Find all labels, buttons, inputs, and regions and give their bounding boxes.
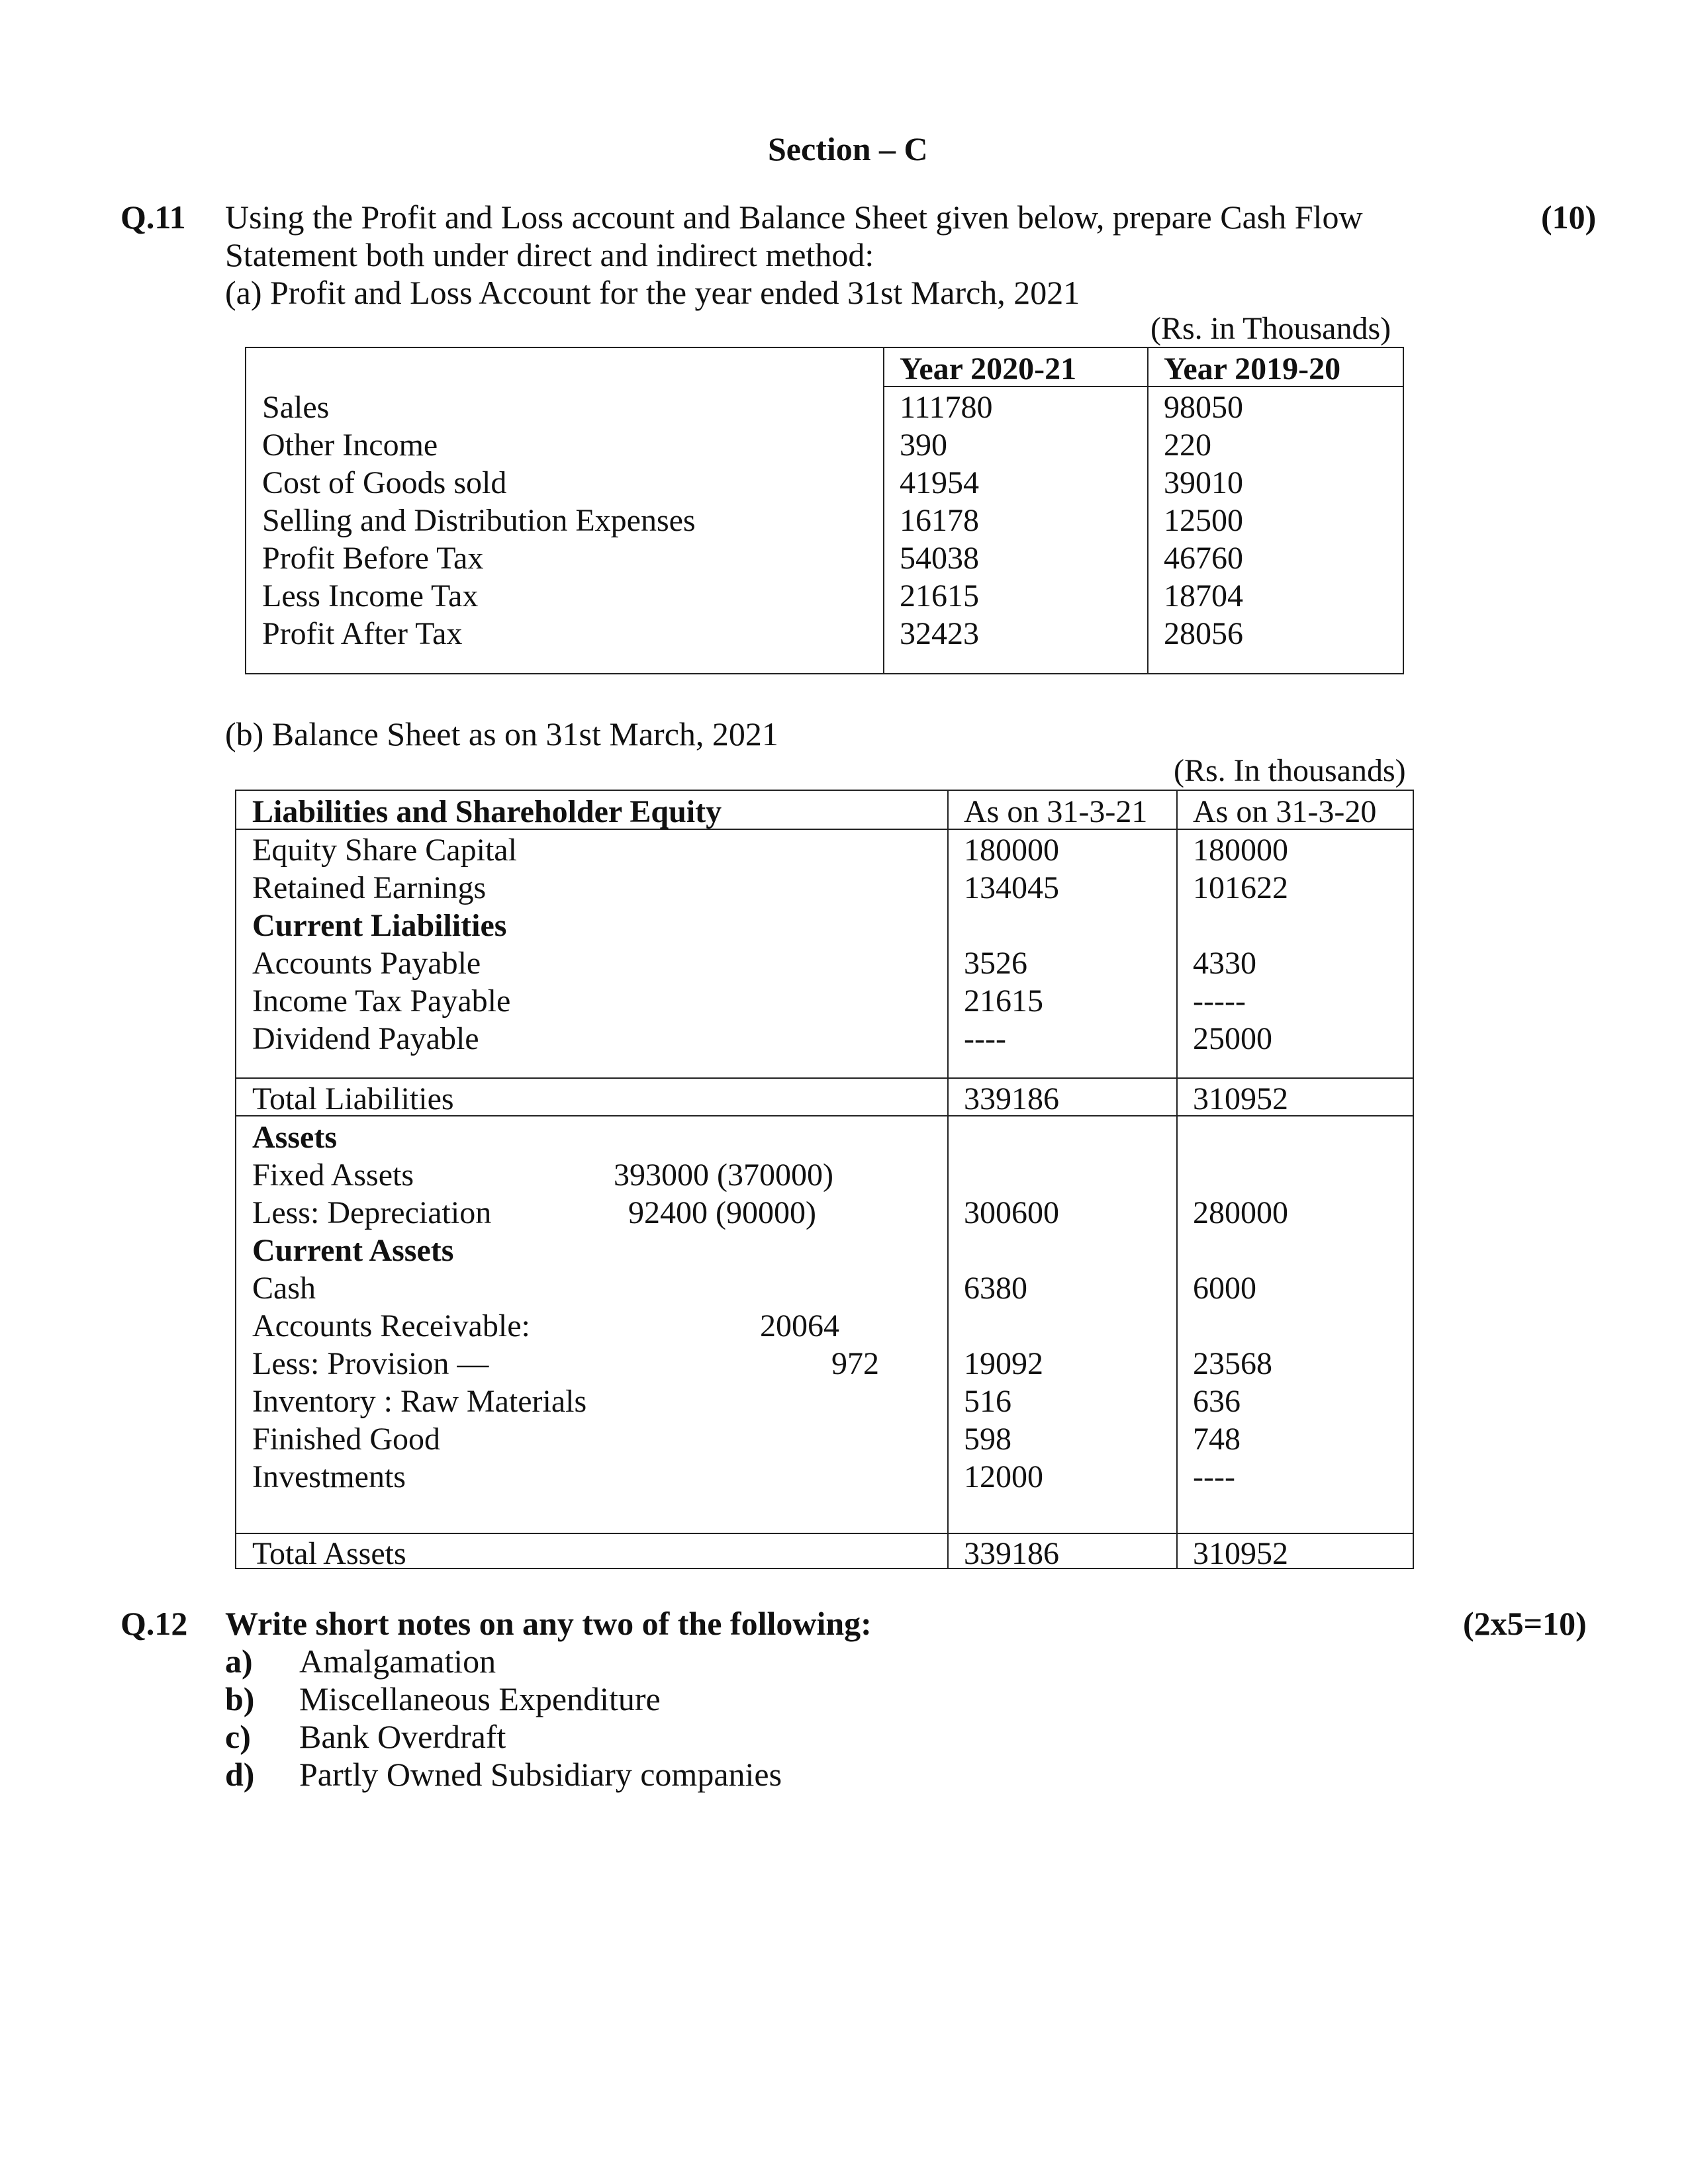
pl-row-value: 46760 xyxy=(1164,541,1243,576)
bs-row-label: Accounts Payable xyxy=(252,946,481,981)
bs-net-receivable-prior: 23568 xyxy=(1193,1346,1272,1381)
pl-row-value: 16178 xyxy=(900,503,979,538)
pl-row-label: Other Income xyxy=(262,428,438,463)
bs-heading-current-liabilities: Current Liabilities xyxy=(252,908,507,943)
pl-row-label: Profit Before Tax xyxy=(262,541,484,576)
question-number-12: Q.12 xyxy=(120,1605,188,1642)
list-item: Bank Overdraft xyxy=(299,1718,506,1755)
bs-row-value: 101622 xyxy=(1193,870,1288,905)
pl-caption: (a) Profit and Loss Account for the year ended 31st March, 2021 xyxy=(225,274,1080,311)
question-marks-11: (10) xyxy=(1541,199,1597,236)
bs-row-label: Dividend Payable xyxy=(252,1021,479,1056)
bs-header-prior-year: As on 31-3-20 xyxy=(1193,794,1377,829)
bs-depreciation-detail: 92400 (90000) xyxy=(628,1195,816,1230)
bs-row-value: ---- xyxy=(964,1021,1006,1056)
bs-row-value: 180000 xyxy=(964,833,1059,868)
bs-row-label: Retained Earnings xyxy=(252,870,487,905)
section-title: Section – C xyxy=(768,130,928,167)
pl-row-value: 390 xyxy=(900,428,947,463)
bs-header-current-year: As on 31-3-21 xyxy=(964,794,1148,829)
list-item-letter: b) xyxy=(225,1680,255,1717)
bs-caption: (b) Balance Sheet as on 31st March, 2021 xyxy=(225,715,778,752)
pl-row-value: 98050 xyxy=(1164,390,1243,425)
bs-row-value: 21615 xyxy=(964,983,1043,1019)
bs-row-value: 180000 xyxy=(1193,833,1288,868)
question-text-line1: Using the Profit and Loss account and Balance Sheet given below, prepare Cash Flow xyxy=(225,199,1363,236)
pl-row-value: 220 xyxy=(1164,428,1211,463)
question-text-line2: Statement both under direct and indirect method: xyxy=(225,236,874,273)
pl-row-value: 41954 xyxy=(900,465,979,500)
bs-receivable-detail: 20064 xyxy=(760,1308,839,1343)
bs-depreciation-label: Less: Depreciation xyxy=(252,1195,492,1230)
bs-fixed-assets-label: Fixed Assets xyxy=(252,1158,414,1193)
bs-row-value: 12000 xyxy=(964,1459,1043,1494)
pl-header-year2: Year 2019-20 xyxy=(1164,351,1341,387)
bs-net-receivable-current: 19092 xyxy=(964,1346,1043,1381)
pl-row-value: 12500 xyxy=(1164,503,1243,538)
bs-total-assets-prior: 310952 xyxy=(1193,1536,1288,1571)
pl-row-value: 54038 xyxy=(900,541,979,576)
list-item-letter: a) xyxy=(225,1643,253,1680)
bs-net-fixed-assets-current: 300600 xyxy=(964,1195,1059,1230)
bs-row-value: 6000 xyxy=(1193,1271,1256,1306)
pl-row-value: 28056 xyxy=(1164,616,1243,651)
bs-unit-note: (Rs. In thousands) xyxy=(1174,753,1406,788)
bs-total-assets-current: 339186 xyxy=(964,1536,1059,1571)
pl-row-label: Less Income Tax xyxy=(262,578,479,614)
list-item-letter: d) xyxy=(225,1756,255,1793)
pl-row-label: Sales xyxy=(262,390,330,425)
bs-total-liabilities-current: 339186 xyxy=(964,1081,1059,1116)
pl-row-value: 111780 xyxy=(900,390,993,425)
bs-heading-current-assets: Current Assets xyxy=(252,1233,454,1268)
bs-net-fixed-assets-prior: 280000 xyxy=(1193,1195,1288,1230)
bs-row-value: 3526 xyxy=(964,946,1027,981)
pl-row-value: 32423 xyxy=(900,616,979,651)
bs-row-value: ----- xyxy=(1193,983,1246,1019)
pl-row-value: 18704 xyxy=(1164,578,1243,614)
bs-row-value: 636 xyxy=(1193,1384,1241,1419)
list-item: Amalgamation xyxy=(299,1643,496,1680)
pl-row-label: Cost of Goods sold xyxy=(262,465,507,500)
bs-receivable-label: Accounts Receivable: xyxy=(252,1308,530,1343)
bs-row-value: 516 xyxy=(964,1384,1011,1419)
bs-row-value: 598 xyxy=(964,1422,1011,1457)
bs-row-value: 134045 xyxy=(964,870,1059,905)
bs-row-value: 748 xyxy=(1193,1422,1241,1457)
bs-total-assets-label: Total Assets xyxy=(252,1536,406,1571)
bs-total-liabilities-prior: 310952 xyxy=(1193,1081,1288,1116)
bs-provision-detail: 972 xyxy=(831,1346,879,1381)
profit-loss-table xyxy=(245,347,1404,674)
bs-heading-assets: Assets xyxy=(252,1120,337,1155)
pl-row-value: 39010 xyxy=(1164,465,1243,500)
bs-row-label: Finished Good xyxy=(252,1422,441,1457)
pl-row-label: Selling and Distribution Expenses xyxy=(262,503,696,538)
list-item-letter: c) xyxy=(225,1718,251,1755)
bs-fixed-assets-detail: 393000 (370000) xyxy=(614,1158,833,1193)
question-marks-12: (2x5=10) xyxy=(1463,1605,1587,1642)
bs-total-liabilities-label: Total Liabilities xyxy=(252,1081,454,1116)
question-number-11: Q.11 xyxy=(120,199,186,236)
pl-row-value: 21615 xyxy=(900,578,979,614)
balance-sheet-table xyxy=(235,790,1414,1569)
question-prompt-12: Write short notes on any two of the following: xyxy=(225,1605,872,1642)
pl-header-year1: Year 2020-21 xyxy=(900,351,1077,387)
bs-row-label: Income Tax Payable xyxy=(252,983,511,1019)
bs-row-value: 4330 xyxy=(1193,946,1256,981)
bs-row-label: Investments xyxy=(252,1459,406,1494)
pl-unit-note: (Rs. in Thousands) xyxy=(1150,311,1391,346)
bs-provision-label: Less: Provision — xyxy=(252,1346,489,1381)
bs-row-value: ---- xyxy=(1193,1459,1235,1494)
bs-row-label: Cash xyxy=(252,1271,316,1306)
bs-row-value: 25000 xyxy=(1193,1021,1272,1056)
bs-row-value: 6380 xyxy=(964,1271,1027,1306)
list-item: Partly Owned Subsidiary companies xyxy=(299,1756,782,1793)
list-item: Miscellaneous Expenditure xyxy=(299,1680,661,1717)
bs-header-liabilities: Liabilities and Shareholder Equity xyxy=(252,794,722,829)
pl-row-label: Profit After Tax xyxy=(262,616,463,651)
bs-row-label: Inventory : Raw Materials xyxy=(252,1384,587,1419)
bs-row-label: Equity Share Capital xyxy=(252,833,517,868)
